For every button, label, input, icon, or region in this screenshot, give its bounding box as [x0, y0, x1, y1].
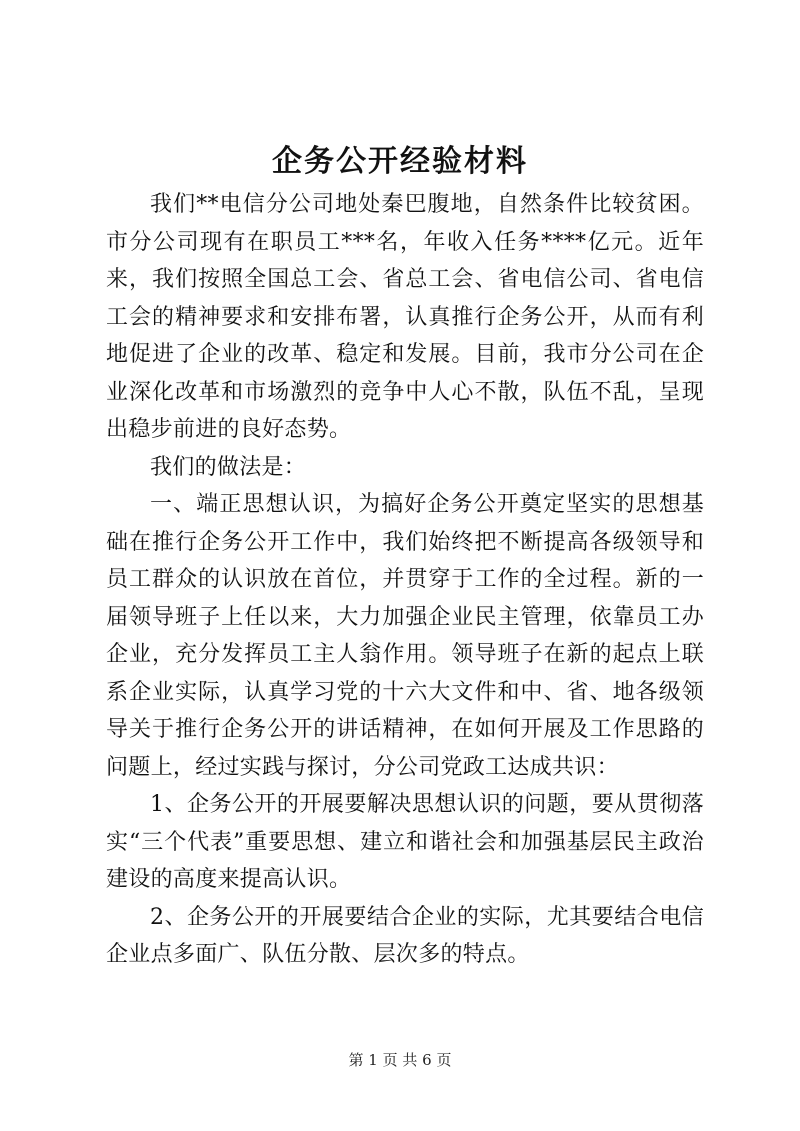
paragraph-point-two: 2、企务公开的开展要结合企业的实际，尤其要结合电信企业点多面广、队伍分散、层次多的特点。 — [106, 904, 704, 967]
paragraph-approach: 我们的做法是： — [150, 454, 307, 480]
document-body — [106, 186, 704, 974]
paragraph-section-one: 一、端正思想认识，为搞好企务公开奠定坚实的思想基础在推行企务公开工作中，我们始终把不断提高各级领导和员工群众的认识放在首位，并贯穿于工作的全过程。新的一届领导班子上任以来，大力加强企业民主管理，依靠员工办企业，充分发挥员工主人翁作用。领导班子在新的起点上联系企业实际，认真学习党的十六大文件和中、省、地各级领导关于推行企务公开的讲话精神，在如何开展及工作思路的问题上，经过实践与探讨，分公司党政工达成共识： — [106, 492, 704, 780]
paragraph-point-one: 1、企务公开的开展要解决思想认识的问题，要从贯彻落实“三个代表”重要思想、建立和谐社会和加强基层民主政治建设的高度来提高认识。 — [106, 792, 704, 892]
page-footer: 第 1 页 共 6 页 — [348, 1051, 452, 1069]
paragraph-intro: 我们**电信分公司地处秦巴腹地，自然条件比较贫困。市分公司现有在职员工***名，年收入任务****亿元。近年来，我们按照全国总工会、省总工会、省电信公司、省电信工会的精神要求和安排布署，认真推行企务公开，从而有利地促进了企业的改革、稳定和发展。目前，我市分公司在企业深化改革和市场激烈的竞争中人心不散，队伍不乱，呈现出稳步前进的良好态势。 — [106, 192, 704, 442]
page-title: 企务公开经验材料 — [272, 144, 528, 179]
